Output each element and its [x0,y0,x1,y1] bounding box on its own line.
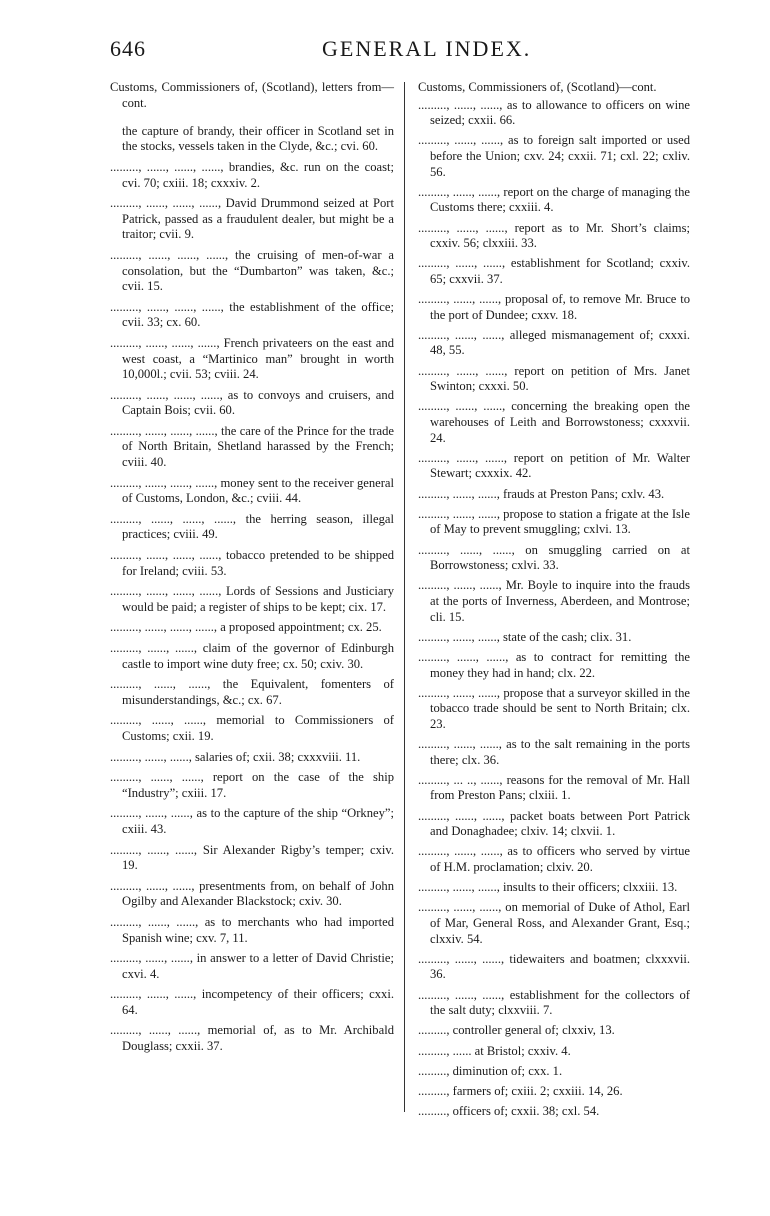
index-entry: ........., ......, ......, alleged mismanagement of; cxxxi. 48, 55. [418,327,690,358]
index-entry: ........., ......, ......, ......, the care of the Prince for the trade of North Britain, Shetland harassed by the French; cviii. 40. [110,423,394,470]
page-number: 646 [110,36,146,61]
right-column [418,80,690,1124]
index-entry: ........., ......, ......, ......, David Drummond seized at Port Patrick, passed as a fraudulent dealer, but might be a traitor; cvii. 9. [110,196,394,242]
index-entry: ........., ......, ......, insults to their officers; clxxiii. 13. [418,880,678,895]
index-entry: ........., ......, ......, memorial to Commissioners of Customs; cxii. 19. [110,713,394,743]
index-entry: ........., ......, ......, as to officers who served by virtue of H.M. proclamation; clxiv. 20. [418,844,690,874]
index-entry: ........., ......, ......, propose that a surveyor skilled in the tobacco trade should be sent to North Britain; clx. 23. [418,685,690,731]
index-entry: ........., ......, ......, tidewaiters and boatmen; clxxxvii. 36. [418,951,690,982]
index-entry: ........., ......, ......, ......, as to convoys and cruisers, and Captain Bois; cvii. 60. [110,387,394,418]
index-entry: ........., ......, ......, presentments from, on behalf of John Ogilby and Alexander Blackstock; cxiv. 30. [110,878,394,909]
column-divider [404,82,405,1112]
index-entry: ........., controller general of; clxxiv, 13. [418,1023,615,1038]
index-entry: ........., ......, ......, ......, the herring season, illegal practices; cviii. 49. [110,511,394,542]
index-entry: ........., ......, ......, Mr. Boyle to inquire into the frauds at the ports of Inverness, Aberdeen, and Montrose; cli. 15. [418,578,690,624]
index-entry: ........., ......, ......, report on petition of Mr. Walter Stewart; cxxxix. 42. [418,450,690,481]
index-entry: ........., ......, ......, on memorial of Duke of Athol, Earl of Mar, General Ross, and Alexander Grant, Esq.; clxxiv. 54. [418,900,690,946]
index-entry: ........., ......, ......, as to the salt remaining in the ports there; clx. 36. [418,737,690,767]
index-entry: ........., ......, ......, report on the case of the ship “Industry”; cxiii. 17. [110,770,394,800]
index-entry: ........., ......, ......, as to merchants who had imported Spanish wine; cxv. 7, 11. [110,914,394,945]
index-entry: ........., ......, ......, establishment for Scotland; cxxiv. 65; cxxvii. 37. [418,256,690,286]
index-entry: ........., ......, ......, report as to Mr. Short’s claims; cxxiv. 56; clxxiii. 33. [418,220,690,251]
index-entry: ........., ......, ......, establishment for the collectors of the salt duty; clxxviii. 7. [418,987,690,1018]
index-entry: ........., ......, ......, the Equivalent, fomenters of misunderstandings, &c.; cx. 67. [110,677,394,707]
index-entry: the capture of brandy, their officer in Scotland set in the stocks, vessels taken in the Clyde, &c.; cvi. 60. [122,123,394,154]
index-entry: ........., ......, ......, salaries of; cxii. 38; cxxxviii. 11. [110,749,361,764]
index-entry: ........., ......, ......, concerning the breaking open the warehouses of Leith and Borrowstoness; cxxxvii. 24. [418,399,690,445]
index-entry: ........., ......, ......, frauds at Preston Pans; cxlv. 43. [418,486,665,501]
index-entry: ........., officers of; cxxii. 38; cxl. 54. [418,1104,600,1119]
index-entry: ........., ......, ......, state of the cash; clix. 31. [418,629,632,644]
index-entry: ........., ......, ......, ......, Lords of Sessions and Justiciary would be paid; a register of ships to be kept; cix. 17. [110,584,394,614]
index-entry: ........., ......, ......, proposal of, to remove Mr. Bruce to the port of Dundee; cxxv. 18. [418,292,690,322]
index-entry: ........., ......, ......, Sir Alexander Rigby’s temper; cxiv. 19. [110,842,394,873]
index-entry: ........., ......, ......, as to the capture of the ship “Orkney”; cxiii. 43. [110,806,394,836]
index-entry: ........., ......, ......, incompetency of their officers; cxxi. 64. [110,987,394,1017]
index-entry: ........., ......, ......, as to allowance to officers on wine seized; cxxii. 66. [418,97,690,128]
index-entry: ........., ......, ......, ......, the cruising of men-of-war a consolation, but the “Dumbarton” was taken, &c.; cvii. 15. [110,247,394,294]
index-entry: ........., ......, ......, on smuggling carried on at Borrowstoness; cxlvi. 33. [418,542,690,573]
index-entry: ........., ......, ......, ......, tobacco pretended to be shipped for Ireland; cviii. 53. [110,548,394,578]
index-entry: ........., ......, ......, claim of the governor of Edinburgh castle to import wine duty free; cx. 50; cxiv. 30. [110,641,394,671]
index-heading: Customs, Commissioners of, (Scotland)—cont. [418,80,657,94]
left-entry-list [110,160,394,1055]
page-header [110,36,690,66]
index-entry: ........., ......, ......, as to foreign salt imported or used before the Union; cxv. 24; cxxii. 71; cxl. 22; cxliv. 56. [418,133,690,179]
index-entry: ........., ......, ......, as to contract for remitting the money they had in hand; clx. 22. [418,649,690,680]
index-entry: ........., ......, ......, ......, money sent to the receiver general of Customs, London, &c.; cviii. 44. [110,475,394,506]
index-entry: ........., ......, ......, report on petition of Mrs. Janet Swinton; cxxxi. 50. [418,363,690,394]
index-entry: ........., ......, ......, ......, French privateers on the east and west coast, a “Martinico man” brought in worth 10,000l.; cvii. 53; cviii. 24. [110,335,394,382]
index-entry: ........., ... .., ......, reasons for the removal of Mr. Hall from Preston Pans; clxiii. 1. [418,772,690,803]
index-entry: ........., diminution of; cxx. 1. [418,1063,563,1078]
running-head: GENERAL INDEX. [322,36,532,61]
index-entry: ........., ......, ......, in answer to a letter of David Christie; cxvi. 4. [110,951,394,981]
right-entry-list [418,98,690,1120]
index-entry: ........., ......, ......, ......, the establishment of the office; cvii. 33; cx. 60. [110,299,394,330]
index-entry: ........., farmers of; cxiii. 2; cxxiii. 14, 26. [418,1083,623,1098]
index-entry: ........., ......, ......, packet boats between Port Patrick and Donaghadee; clxiv. 14; clxvii. 1. [418,808,690,839]
index-entry: ........., ......, ......, propose to station a frigate at the Isle of May to prevent smuggling; cxlvi. 13. [418,506,690,537]
left-column [110,80,394,1060]
index-entry: ........., ......, ......, report on the charge of managing the Customs there; cxxiii. 4. [418,184,690,215]
index-entry: ........., ......, ......, ......, brandies, &c. run on the coast; cvi. 70; cxiii. 18; cxxxiv. 2. [110,159,394,190]
index-entry: ........., ...... at Bristol; cxxiv. 4. [418,1043,571,1058]
index-entry: ........., ......, ......, ......, a proposed appointment; cx. 25. [110,620,382,635]
index-heading: Customs, Commissioners of, (Scotland), letters from—cont. [110,80,394,110]
index-entry: ........., ......, ......, memorial of, as to Mr. Archibald Douglass; cxxii. 37. [110,1023,394,1054]
